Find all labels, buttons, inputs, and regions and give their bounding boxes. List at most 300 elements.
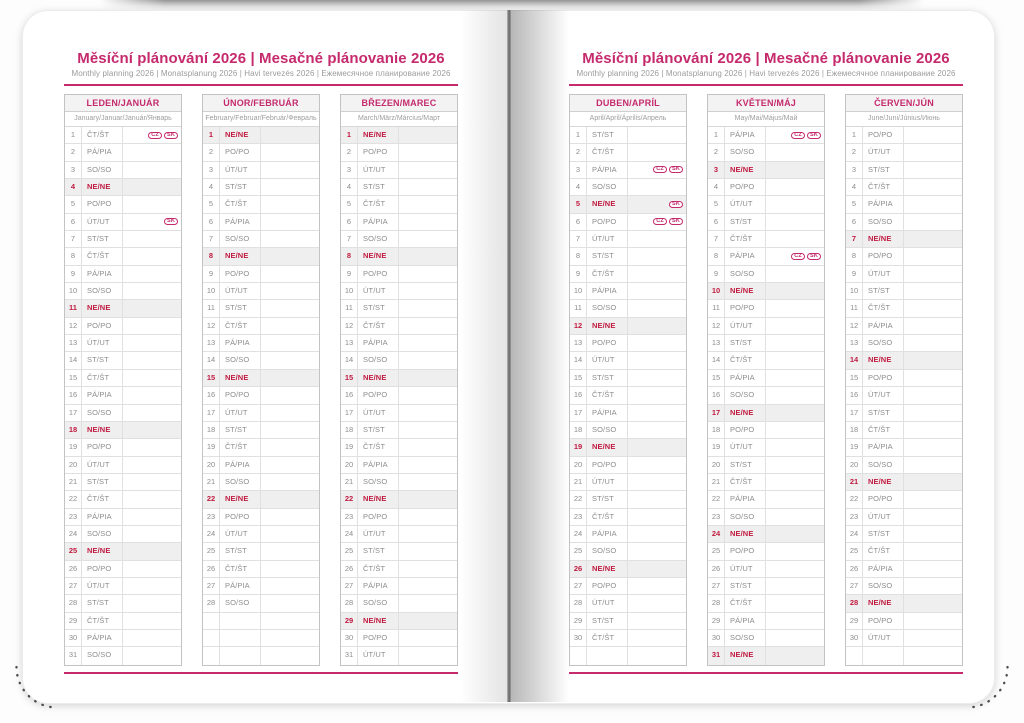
- day-number: 16: [570, 387, 587, 403]
- notes-cell: [261, 578, 319, 594]
- day-number: 10: [203, 283, 220, 299]
- day-row: [846, 231, 962, 248]
- day-row-empty: [203, 613, 319, 630]
- day-row: [846, 578, 962, 595]
- day-number: 9: [846, 266, 863, 282]
- day-row: [846, 543, 962, 560]
- day-abbr: ČT/ŠT: [358, 196, 399, 212]
- day-row: [203, 509, 319, 526]
- day-number: 15: [341, 370, 358, 386]
- day-row: [708, 405, 824, 422]
- notes-cell: [123, 595, 181, 611]
- day-abbr: PÁ/PIA: [220, 578, 261, 594]
- notes-cell: [399, 214, 457, 230]
- day-number: 26: [846, 561, 863, 577]
- notes-cell: [261, 335, 319, 351]
- day-abbr: SO/SO: [358, 474, 399, 490]
- notes-cell: [904, 457, 962, 473]
- day-number: 21: [341, 474, 358, 490]
- notes-cell: [904, 335, 962, 351]
- day-row: [65, 630, 181, 647]
- notes-cell: [904, 630, 962, 646]
- day-abbr: PÁ/PIA: [82, 387, 123, 403]
- notes-cell: [628, 179, 686, 195]
- day-abbr: NE/NE: [725, 405, 766, 421]
- day-number: 8: [203, 248, 220, 264]
- notes-cell: [399, 370, 457, 386]
- day-number: 19: [708, 439, 725, 455]
- day-abbr: [220, 613, 261, 629]
- notes-cell: [261, 352, 319, 368]
- day-number: 20: [341, 457, 358, 473]
- notes-cell: [399, 266, 457, 282]
- day-row: [708, 214, 824, 231]
- notes-cell: [628, 266, 686, 282]
- day-number: 27: [570, 578, 587, 594]
- day-row: [570, 543, 686, 560]
- day-row: [846, 196, 962, 213]
- notes-cell: [766, 162, 824, 178]
- day-abbr: SO/SO: [863, 335, 904, 351]
- day-number: 14: [846, 352, 863, 368]
- day-abbr: ST/ST: [358, 179, 399, 195]
- notes-cell: [123, 335, 181, 351]
- day-number: 15: [846, 370, 863, 386]
- day-abbr: NE/NE: [587, 196, 628, 212]
- day-number: [203, 613, 220, 629]
- month-header: KVĚTEN/MÁJ: [708, 95, 824, 112]
- day-row: [708, 335, 824, 352]
- day-abbr: SO/SO: [725, 509, 766, 525]
- day-number: 22: [846, 491, 863, 507]
- day-abbr: NE/NE: [82, 422, 123, 438]
- day-abbr: PÁ/PIA: [358, 578, 399, 594]
- day-number: 17: [65, 405, 82, 421]
- day-number: 29: [65, 613, 82, 629]
- day-number: 14: [708, 352, 725, 368]
- notes-cell: [628, 526, 686, 542]
- day-abbr: SO/SO: [358, 231, 399, 247]
- day-abbr: PÁ/PIA: [863, 439, 904, 455]
- notes-cell: [123, 474, 181, 490]
- month-rows: [65, 127, 181, 665]
- notes-cell: [399, 318, 457, 334]
- day-number: 6: [846, 214, 863, 230]
- day-abbr: SO/SO: [358, 595, 399, 611]
- day-number: 26: [708, 561, 725, 577]
- day-row: [708, 300, 824, 317]
- day-row: [341, 543, 457, 560]
- day-abbr: ST/ST: [82, 474, 123, 490]
- notes-cell: [628, 162, 686, 178]
- day-number: 13: [708, 335, 725, 351]
- day-row: [570, 248, 686, 265]
- day-abbr: ČT/ŠT: [863, 422, 904, 438]
- notes-cell: [766, 405, 824, 421]
- day-abbr: ČT/ŠT: [358, 439, 399, 455]
- day-number: 5: [570, 196, 587, 212]
- months-row: [569, 94, 963, 666]
- day-row: [203, 457, 319, 474]
- notes-cell: [628, 613, 686, 629]
- day-abbr: ČT/ŠT: [82, 248, 123, 264]
- day-number: 14: [65, 352, 82, 368]
- day-abbr: ÚT/UT: [863, 630, 904, 646]
- day-number: 8: [708, 248, 725, 264]
- notes-cell: [766, 370, 824, 386]
- day-row: [65, 127, 181, 144]
- day-number: 19: [203, 439, 220, 455]
- day-abbr: PO/PO: [725, 179, 766, 195]
- notes-cell: [399, 578, 457, 594]
- day-number: 2: [65, 144, 82, 160]
- notes-cell: [399, 300, 457, 316]
- notes-cell: [628, 370, 686, 386]
- day-number: 16: [341, 387, 358, 403]
- notes-cell: [766, 509, 824, 525]
- day-row: [203, 179, 319, 196]
- day-row: [846, 613, 962, 630]
- notes-cell: [766, 474, 824, 490]
- day-number: 6: [203, 214, 220, 230]
- day-abbr: NE/NE: [587, 439, 628, 455]
- notes-cell: [399, 422, 457, 438]
- day-number: 25: [708, 543, 725, 559]
- day-abbr: PÁ/PIA: [358, 335, 399, 351]
- day-abbr: NE/NE: [82, 543, 123, 559]
- day-number: 11: [341, 300, 358, 316]
- day-number: 17: [570, 405, 587, 421]
- notes-cell: [399, 127, 457, 143]
- notes-cell: [904, 370, 962, 386]
- notes-cell: [766, 231, 824, 247]
- day-number: 4: [708, 179, 725, 195]
- day-abbr: PO/PO: [82, 196, 123, 212]
- day-row: [708, 318, 824, 335]
- day-row: [708, 561, 824, 578]
- notes-cell: [399, 335, 457, 351]
- day-row: [570, 439, 686, 456]
- day-row: [708, 266, 824, 283]
- notes-cell: [399, 474, 457, 490]
- day-abbr: PO/PO: [220, 144, 261, 160]
- day-row: [708, 509, 824, 526]
- day-abbr: ÚT/UT: [82, 578, 123, 594]
- notes-cell: [261, 162, 319, 178]
- day-number: 6: [708, 214, 725, 230]
- notes-cell: [766, 196, 824, 212]
- notes-cell: [766, 422, 824, 438]
- day-number: 10: [708, 283, 725, 299]
- day-abbr: ST/ST: [358, 422, 399, 438]
- notes-cell: [766, 613, 824, 629]
- day-number: 22: [341, 491, 358, 507]
- day-number: 27: [65, 578, 82, 594]
- notes-cell: [766, 266, 824, 282]
- day-row: [65, 231, 181, 248]
- day-row: [203, 405, 319, 422]
- day-row: [708, 647, 824, 664]
- day-abbr: PÁ/PIA: [863, 196, 904, 212]
- day-row: [846, 387, 962, 404]
- day-number: 16: [846, 387, 863, 403]
- day-abbr: ČT/ŠT: [863, 179, 904, 195]
- day-row: [341, 422, 457, 439]
- day-abbr: ÚT/UT: [587, 595, 628, 611]
- notes-cell: [123, 630, 181, 646]
- day-row: [203, 474, 319, 491]
- day-row: [65, 509, 181, 526]
- day-abbr: [220, 630, 261, 646]
- day-abbr: PO/PO: [863, 127, 904, 143]
- day-number: 25: [203, 543, 220, 559]
- day-abbr: ÚT/UT: [220, 283, 261, 299]
- notes-cell: [904, 318, 962, 334]
- notes-cell: [904, 196, 962, 212]
- day-row: [708, 179, 824, 196]
- day-row: [846, 335, 962, 352]
- day-abbr: NE/NE: [863, 352, 904, 368]
- day-row: [708, 474, 824, 491]
- day-abbr: NE/NE: [725, 283, 766, 299]
- notes-cell: [766, 578, 824, 594]
- day-number: 2: [846, 144, 863, 160]
- day-number: 13: [65, 335, 82, 351]
- day-abbr: PO/PO: [725, 300, 766, 316]
- day-number: 21: [203, 474, 220, 490]
- day-abbr: PO/PO: [82, 318, 123, 334]
- day-number: 7: [203, 231, 220, 247]
- day-row: [846, 422, 962, 439]
- notes-cell: [261, 144, 319, 160]
- day-abbr: PÁ/PIA: [863, 318, 904, 334]
- day-row: [203, 526, 319, 543]
- day-number: 28: [846, 595, 863, 611]
- day-row: [341, 647, 457, 664]
- day-number: 31: [65, 647, 82, 664]
- day-number: 12: [708, 318, 725, 334]
- day-row: [846, 491, 962, 508]
- day-abbr: ÚT/UT: [358, 283, 399, 299]
- day-abbr: PO/PO: [220, 387, 261, 403]
- day-abbr: PÁ/PIA: [725, 491, 766, 507]
- day-abbr: PO/PO: [587, 578, 628, 594]
- day-number: 11: [203, 300, 220, 316]
- notes-cell: [261, 248, 319, 264]
- day-number: 31: [341, 647, 358, 664]
- day-row: [341, 561, 457, 578]
- day-row: [708, 491, 824, 508]
- month-rows: [341, 127, 457, 665]
- day-row: [341, 630, 457, 647]
- notes-cell: [261, 283, 319, 299]
- day-row: [203, 300, 319, 317]
- notes-cell: [123, 214, 181, 230]
- day-number: 6: [570, 214, 587, 230]
- month-table-june: [845, 94, 963, 666]
- day-row: [708, 543, 824, 560]
- day-abbr: ST/ST: [725, 578, 766, 594]
- day-row: [341, 474, 457, 491]
- day-row: [341, 352, 457, 369]
- day-row: [570, 162, 686, 179]
- day-number: 24: [341, 526, 358, 542]
- day-row: [570, 214, 686, 231]
- notes-cell: [628, 578, 686, 594]
- day-number: 25: [65, 543, 82, 559]
- day-number: 15: [203, 370, 220, 386]
- notes-cell: [766, 248, 824, 264]
- day-abbr: NE/NE: [220, 491, 261, 507]
- day-abbr: ÚT/UT: [220, 526, 261, 542]
- day-number: 4: [570, 179, 587, 195]
- day-number: 29: [341, 613, 358, 629]
- day-abbr: PO/PO: [863, 491, 904, 507]
- notes-cell: [123, 266, 181, 282]
- day-row: [341, 370, 457, 387]
- month-subheader: May/Mai/Május/Май: [708, 112, 824, 127]
- day-abbr: SO/SO: [220, 474, 261, 490]
- day-number: 11: [708, 300, 725, 316]
- day-number: 8: [570, 248, 587, 264]
- day-row: [708, 387, 824, 404]
- day-number: 28: [65, 595, 82, 611]
- day-abbr: PO/PO: [725, 543, 766, 559]
- month-subheader: June/Juni/Június/Июнь: [846, 112, 962, 127]
- notes-cell: [261, 647, 319, 664]
- day-row: [341, 578, 457, 595]
- day-row: [65, 370, 181, 387]
- day-number: 12: [846, 318, 863, 334]
- day-number: 13: [203, 335, 220, 351]
- day-number: 7: [570, 231, 587, 247]
- day-number: 23: [846, 509, 863, 525]
- page-title: Měsíční plánování 2026 | Mesačné plánovanie 2026: [77, 50, 445, 67]
- notes-cell: [261, 387, 319, 403]
- day-number: 16: [708, 387, 725, 403]
- notes-cell: [766, 647, 824, 664]
- day-abbr: ST/ST: [863, 162, 904, 178]
- bottom-rule: [64, 672, 458, 674]
- day-row: [203, 196, 319, 213]
- day-row: [65, 474, 181, 491]
- notes-cell: [766, 457, 824, 473]
- day-abbr: ČT/ŠT: [587, 266, 628, 282]
- day-abbr: ÚT/UT: [82, 457, 123, 473]
- day-abbr: SO/SO: [863, 578, 904, 594]
- day-row: [846, 300, 962, 317]
- day-abbr: ST/ST: [220, 422, 261, 438]
- day-number: 21: [570, 474, 587, 490]
- day-row: [203, 543, 319, 560]
- day-abbr: ÚT/UT: [220, 162, 261, 178]
- day-abbr: ÚT/UT: [587, 231, 628, 247]
- day-number: 13: [570, 335, 587, 351]
- day-row: [65, 439, 181, 456]
- day-row: [203, 318, 319, 335]
- day-row: [341, 387, 457, 404]
- day-row: [341, 196, 457, 213]
- month-subheader: March/März/Március/Март: [341, 112, 457, 127]
- notes-cell: [766, 526, 824, 542]
- day-number: 12: [203, 318, 220, 334]
- day-number: 14: [203, 352, 220, 368]
- day-row: [570, 630, 686, 647]
- day-row-empty: [203, 647, 319, 664]
- day-number: 1: [203, 127, 220, 143]
- day-abbr: PO/PO: [82, 439, 123, 455]
- day-abbr: ST/ST: [587, 613, 628, 629]
- day-row: [570, 266, 686, 283]
- holiday-badge-sk: SK: [669, 218, 683, 225]
- notes-cell: [766, 300, 824, 316]
- day-number: 9: [708, 266, 725, 282]
- notes-cell: [766, 595, 824, 611]
- holiday-badge-cz: CZ: [791, 132, 805, 139]
- notes-cell: [399, 283, 457, 299]
- day-row: [65, 335, 181, 352]
- day-abbr: SO/SO: [587, 543, 628, 559]
- notes-cell: [261, 526, 319, 542]
- notes-cell: [261, 509, 319, 525]
- month-header: BŘEZEN/MAREC: [341, 95, 457, 112]
- notes-cell: [399, 561, 457, 577]
- notes-cell: [399, 196, 457, 212]
- day-row: [570, 352, 686, 369]
- day-row: [570, 578, 686, 595]
- day-row: [570, 127, 686, 144]
- holiday-badge-cz: CZ: [148, 132, 162, 139]
- day-abbr: ST/ST: [863, 526, 904, 542]
- day-row: [203, 335, 319, 352]
- day-abbr: PÁ/PIA: [725, 613, 766, 629]
- day-number: 4: [203, 179, 220, 195]
- day-row: [341, 509, 457, 526]
- notes-cell: [628, 647, 686, 664]
- day-number: 14: [570, 352, 587, 368]
- day-abbr: ČT/ŠT: [220, 439, 261, 455]
- day-row: [65, 578, 181, 595]
- notes-cell: [904, 214, 962, 230]
- day-row: [708, 439, 824, 456]
- holiday-badge-sk: SK: [164, 132, 178, 139]
- day-abbr: ÚT/UT: [725, 561, 766, 577]
- notes-cell: [766, 318, 824, 334]
- day-abbr: ÚT/UT: [863, 266, 904, 282]
- day-number: 19: [570, 439, 587, 455]
- day-abbr: NE/NE: [82, 300, 123, 316]
- day-abbr: ÚT/UT: [725, 439, 766, 455]
- day-abbr: ST/ST: [725, 214, 766, 230]
- day-abbr: ST/ST: [220, 300, 261, 316]
- day-number: 21: [708, 474, 725, 490]
- day-abbr: PO/PO: [358, 387, 399, 403]
- day-abbr: PO/PO: [863, 248, 904, 264]
- day-row: [65, 491, 181, 508]
- day-abbr: SO/SO: [82, 283, 123, 299]
- right-page-content: [569, 51, 963, 674]
- day-abbr: NE/NE: [863, 595, 904, 611]
- day-abbr: NE/NE: [358, 248, 399, 264]
- day-number: 15: [570, 370, 587, 386]
- day-row: [65, 457, 181, 474]
- day-abbr: PÁ/PIA: [82, 509, 123, 525]
- notes-cell: [904, 647, 962, 664]
- day-row: [708, 196, 824, 213]
- day-abbr: PO/PO: [358, 630, 399, 646]
- day-number: 9: [203, 266, 220, 282]
- day-row: [570, 526, 686, 543]
